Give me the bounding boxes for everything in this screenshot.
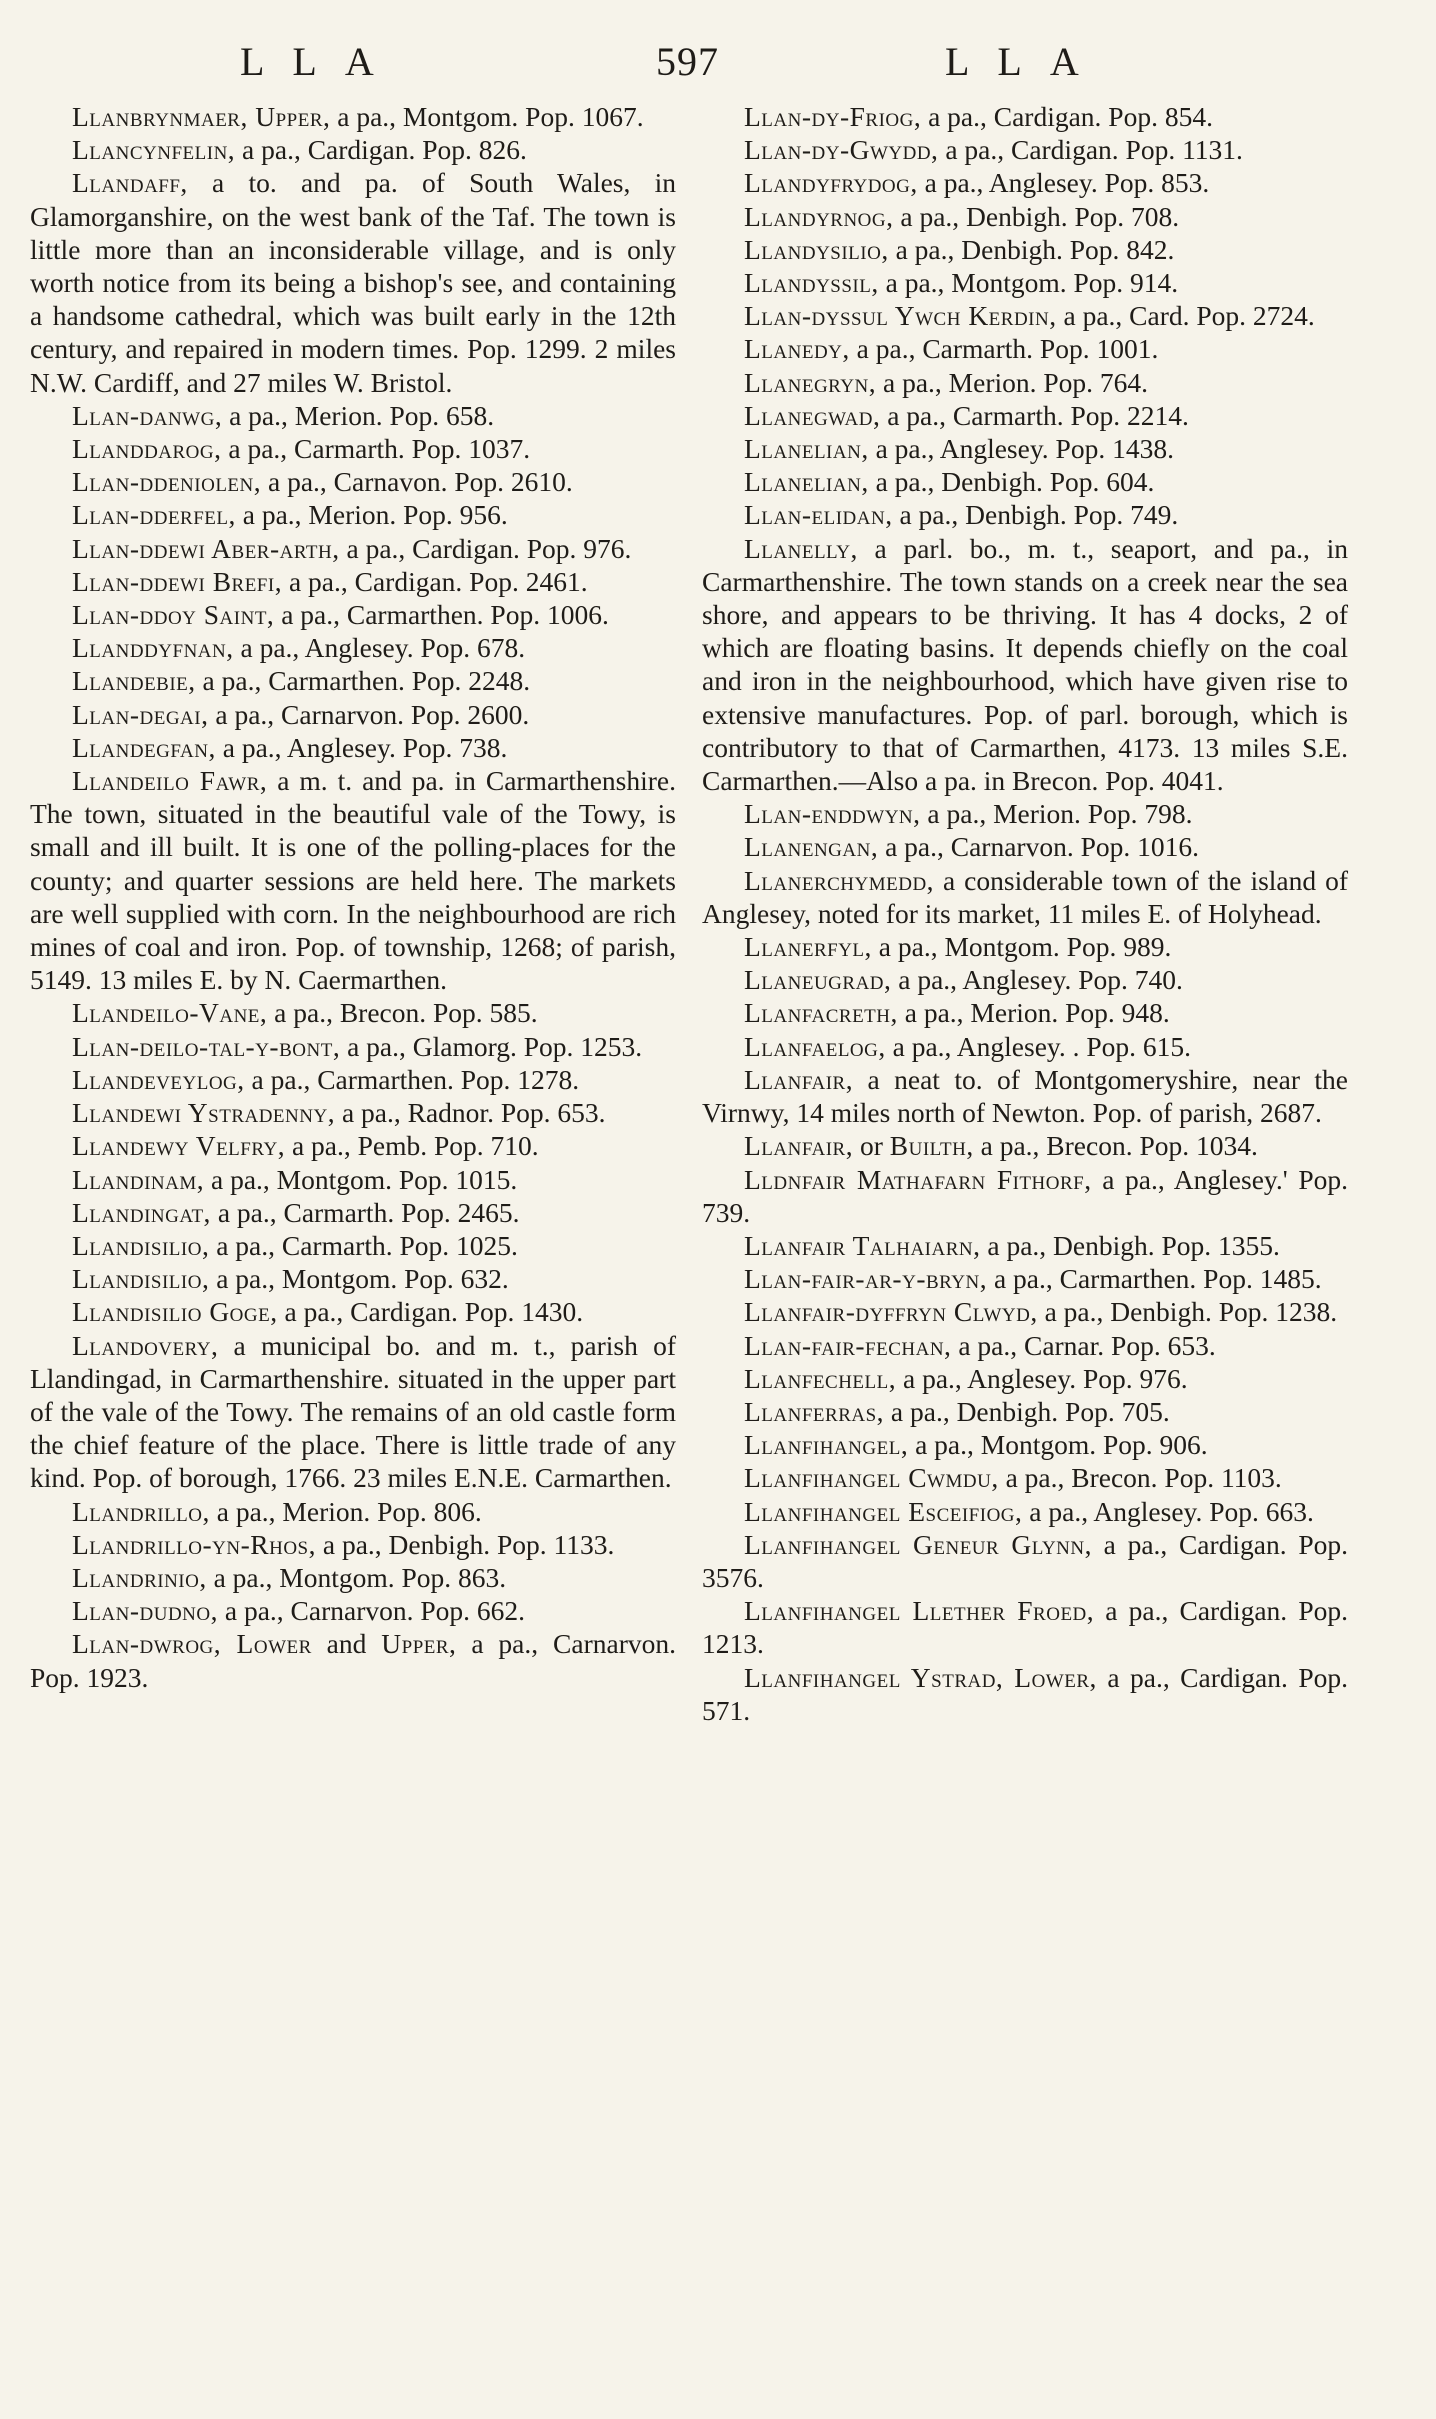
entry-text: a pa., Carnarvon. Pop. 1016. (878, 831, 1199, 863)
headword: Llanfihangel Geneur Glynn, (744, 1528, 1092, 1560)
gazetteer-entry (30, 731, 676, 764)
gazetteer-entry (702, 366, 1348, 399)
entry-text: a pa., Anglesey. Pop. 853. (917, 167, 1210, 199)
gazetteer-entry (702, 100, 1348, 133)
entry-text: a pa., Carmarthen. Pop. 1485. (987, 1263, 1322, 1295)
entry-text: a pa., Merion. Pop. 806. (209, 1495, 482, 1527)
gazetteer-entry (702, 1163, 1348, 1229)
headword: Llandrillo-yn-Rhos, (72, 1528, 316, 1560)
gazetteer-entry (30, 664, 676, 697)
gazetteer-entry (702, 1594, 1348, 1660)
gazetteer-entry (702, 465, 1348, 498)
page-number: 597 (656, 39, 719, 84)
headword: Llanfaelog, (744, 1030, 886, 1062)
gazetteer-entry (30, 1495, 676, 1528)
entry-text: a pa., Anglesey. Pop. 976. (896, 1362, 1188, 1394)
headword: Llandyssil, (744, 267, 879, 299)
gazetteer-entry (702, 1495, 1348, 1528)
gazetteer-entry (30, 631, 676, 664)
entry-text: a pa., Radnor. Pop. 653. (335, 1097, 606, 1129)
entry-text: a pa., Cardigan. Pop. 1430. (277, 1296, 584, 1328)
gazetteer-entry (702, 1395, 1348, 1428)
headword: Llan-elidan, (744, 499, 893, 531)
gazetteer-entry (702, 266, 1348, 299)
headword: Llanfihangel Cwmdu, (744, 1462, 999, 1494)
gazetteer-entry (702, 532, 1348, 798)
entry-text: a pa., Brecon. Pop. 1034. (973, 1130, 1258, 1162)
headword: Llanengan, (744, 831, 879, 863)
gazetteer-entry (30, 432, 676, 465)
headword: Llan-ddoy Saint, (72, 599, 275, 631)
entry-text: a pa., Denbigh. Pop. 708. (893, 200, 1180, 232)
headword: Llandyfrydog, (744, 167, 918, 199)
entry-text: a considerable town of the island of Anglesey, noted for its market, 11 miles E. of Holyhead. (702, 864, 1348, 929)
entry-text: a pa., Cardigan. Pop. 854. (921, 101, 1213, 132)
gazetteer-entry (702, 233, 1348, 266)
gazetteer-entry (30, 698, 676, 731)
gazetteer-entry (702, 1063, 1348, 1129)
headword: Llanferras, (744, 1395, 885, 1427)
gazetteer-entry (702, 864, 1348, 930)
gazetteer-entry (30, 100, 676, 133)
headword: Llandewi Ystradenny, (72, 1097, 336, 1129)
entry-text: a pa., Denbigh. Pop. 705. (884, 1395, 1170, 1427)
gazetteer-entry (30, 1129, 676, 1162)
entry-text: a pa., Cardigan. Pop. 1131. (938, 134, 1243, 166)
entry-text: a pa., Montgom. Pop. 1015. (204, 1163, 518, 1195)
entry-text: or (853, 1130, 890, 1162)
entry-text: a pa., Carnarvon. Pop. 662. (218, 1595, 526, 1627)
headword: Llandewy Velfry, (72, 1130, 286, 1162)
gazetteer-entry (30, 465, 676, 498)
headword: Llandrinio, (72, 1561, 207, 1593)
entry-text: a pa., Cardigan. Pop. 571. (702, 1661, 1348, 1726)
headword: Llan-fair-fechan, (744, 1329, 952, 1361)
entry-text: a pa., Carmarthen. Pop. 2248. (195, 665, 531, 697)
entry-text: a pa., Denbigh. Pop. 749. (892, 499, 1179, 531)
headword: Llanfihangel Llether Froed, (744, 1595, 1095, 1627)
gazetteer-entry (30, 1196, 676, 1229)
gazetteer-entry (30, 166, 676, 398)
headword: Builth, (889, 1130, 974, 1162)
headword: Llan-ddewi Brefi, (72, 565, 283, 597)
entry-text: a pa., Carnarvon. Pop. 1923. (30, 1628, 676, 1693)
headword: Lldnfair Mathafarn Fithorf, (744, 1163, 1092, 1195)
headword: Llandisilio, (72, 1229, 210, 1261)
gazetteer-entry (702, 830, 1348, 863)
gazetteer-entry (702, 200, 1348, 233)
entry-text: a pa., Carmarth. Pop. 1025. (209, 1229, 518, 1261)
headword: Llanerfyl, (744, 931, 872, 963)
headword: Llanfechell, (744, 1362, 897, 1394)
gazetteer-entry (702, 1362, 1348, 1395)
headword: Llan-degai, (72, 698, 209, 730)
gazetteer-entry (30, 399, 676, 432)
entry-text: a pa., Montgom. Pop. 906. (908, 1429, 1208, 1461)
entry-text: a pa., Brecon. Pop. 585. (267, 997, 538, 1029)
entry-text: a pa., Denbigh. Pop. 1238. (1037, 1296, 1338, 1328)
gazetteer-entry (30, 598, 676, 631)
entry-text: a pa., Anglesey. Pop. 740. (891, 964, 1183, 996)
headword: Llandrillo, (72, 1495, 210, 1527)
headword: Llan-dudno, (72, 1595, 218, 1627)
gazetteer-entry (702, 1661, 1348, 1727)
entry-text: a pa., Carmarthen. Pop. 1006. (274, 599, 609, 631)
headword: Llan-fair-ar-y-bryn, (744, 1263, 988, 1295)
headword: Llanfair, (744, 1130, 854, 1162)
entry-text: a pa., Denbigh. Pop. 1133. (316, 1528, 615, 1560)
headword: Llanerchymedd, (744, 864, 935, 896)
headword: Llan-ddeniolen, (72, 466, 262, 498)
headword: Llanelly, (744, 532, 858, 564)
headword: Llanelian, (744, 466, 869, 498)
headword: Llanegwad, (744, 399, 881, 431)
gazetteer-entry (30, 764, 676, 996)
entry-text: a pa., Merion. Pop. 764. (876, 366, 1149, 398)
gazetteer-entry (30, 1329, 676, 1495)
headword: Llandovery, (72, 1329, 219, 1361)
entry-text: a pa., Carmarth. Pop. 2214. (880, 399, 1189, 431)
gazetteer-entry (702, 963, 1348, 996)
gazetteer-entry (702, 1229, 1348, 1262)
entry-text: a pa., Brecon. Pop. 1103. (998, 1462, 1282, 1494)
headword: Llandeilo Fawr, (72, 765, 268, 797)
gazetteer-entry (702, 1262, 1348, 1295)
gazetteer-entry (702, 399, 1348, 432)
gazetteer-entry (702, 299, 1348, 332)
entry-text: a pa., Anglesey. Pop. 738. (215, 731, 508, 763)
gazetteer-entry (702, 1428, 1348, 1461)
gazetteer-entry (30, 1163, 676, 1196)
gazetteer-entry (702, 996, 1348, 1029)
entry-text: a pa., Cardigan. Pop. 2461. (282, 565, 588, 597)
entry-text: a pa., Merion. Pop. 956. (235, 499, 508, 531)
gazetteer-entry (30, 1096, 676, 1129)
gazetteer-entry (30, 1594, 676, 1627)
gazetteer-entry (702, 498, 1348, 531)
entry-text: a pa., Carmarthen. Pop. 1278. (244, 1063, 580, 1095)
gazetteer-entry (702, 166, 1348, 199)
entry-text: a pa., Anglesey. Pop. 1438. (868, 433, 1174, 465)
headword: Llaneugrad, (744, 964, 892, 996)
entry-text: a pa., Anglesey. Pop. 678. (233, 632, 526, 664)
gazetteer-entry (30, 565, 676, 598)
gazetteer-entry (702, 1295, 1348, 1328)
headword: Llanelian, (744, 433, 869, 465)
entry-text: a pa., Carnarvon. Pop. 2600. (208, 698, 530, 730)
headword: Llandebie, (72, 665, 196, 697)
headword: Llan-dy-Gwydd, (744, 134, 939, 166)
gazetteer-entry (30, 1528, 676, 1561)
headword: Llancynfelin, (72, 134, 236, 166)
gazetteer-entry (702, 1461, 1348, 1494)
entry-text: a pa., Cardigan. Pop. 1213. (702, 1595, 1348, 1660)
entry-text: a pa., Carmarth. Pop. 2465. (210, 1196, 520, 1228)
entry-text: a pa., Carnavon. Pop. 2610. (261, 466, 573, 498)
entry-text: a pa., Denbigh. Pop. 842. (888, 233, 1175, 265)
headword: Llandaff, (72, 167, 188, 199)
headword: Llan-danwg, (72, 399, 223, 431)
left-column (30, 100, 676, 1694)
headword: Llanddarog, (72, 433, 222, 465)
headword: Llandisilio, (72, 1263, 210, 1295)
entry-text: a pa., Carmarth. Pop. 1037. (221, 433, 531, 465)
entry-text: a pa., Denbigh. Pop. 604. (868, 466, 1155, 498)
entry-text: a pa., Card. Pop. 2724. (1056, 300, 1315, 332)
gazetteer-entry (30, 996, 676, 1029)
headword: Llandisilio Goge, (72, 1296, 278, 1328)
gazetteer-entry (702, 1030, 1348, 1063)
headword: Llan-dyssul Ywch Kerdin, (744, 300, 1057, 332)
headword: Llandinam, (72, 1163, 205, 1195)
headword: Llanbrynmaer, Upper, (72, 101, 331, 132)
gazetteer-entry (30, 1030, 676, 1063)
entry-text: a pa., Anglesey.' Pop. 739. (702, 1163, 1348, 1228)
headword: Llan-enddwyn, (744, 798, 921, 830)
gazetteer-entry (30, 532, 676, 565)
headword: Llanegryn, (744, 366, 877, 398)
headword: Llanfacreth, (744, 997, 898, 1029)
headword: Llandegfan, (72, 731, 216, 763)
running-head-left: LLA (240, 39, 402, 84)
gazetteer-entry (702, 1329, 1348, 1362)
headword: Llandysilio, (744, 233, 889, 265)
gazetteer-entry (30, 1561, 676, 1594)
entry-text: a pa., Merion. Pop. 658. (222, 399, 495, 431)
headword: Llan-dy-Friog, (744, 101, 922, 132)
entry-text: a pa., Denbigh. Pop. 1355. (980, 1229, 1280, 1261)
headword: Llandingat, (72, 1196, 211, 1228)
headword: Llandeilo-Vane, (72, 997, 268, 1029)
gazetteer-entry (702, 432, 1348, 465)
gazetteer-entry (702, 332, 1348, 365)
entry-text: a pa., Merion. Pop. 798. (920, 798, 1193, 830)
running-head-right: LLA (945, 39, 1107, 84)
gazetteer-entry (30, 133, 676, 166)
entry-text: a pa., Glamorg. Pop. 1253. (340, 1030, 643, 1062)
headword: Upper, (381, 1628, 457, 1660)
entry-text: a pa., Cardigan. Pop. 3576. (702, 1528, 1348, 1593)
gazetteer-entry (30, 1295, 676, 1328)
headword: Llanfihangel Ystrad, Lower, (744, 1661, 1097, 1693)
entry-text: a pa., Merion. Pop. 948. (897, 997, 1170, 1029)
entry-text: a municipal bo. and m. t., parish of Llandingad, in Carmarthenshire. situated in the upper part of the vale of the Towy. The remains of an old castle form the chief feature of the place. There is little trade of any kind. Pop. of borough, 1766. 23 miles E.N.E. Carmarthen. (30, 1329, 676, 1494)
gazetteer-entry (30, 1262, 676, 1295)
headword: Llan-deilo-tal-y-bont, (72, 1030, 341, 1062)
gazetteer-entry (702, 930, 1348, 963)
headword: Llanddyfnan, (72, 632, 234, 664)
entry-text: a m. t. and pa. in Carmarthenshire. The town, situated in the beautiful vale of the Towy, is small and ill built. It is one of the polling-places for the county; and quarter sessions are held here. The markets are well supplied with corn. In the neighbourhood are rich mines of coal and iron. Pop. of township, 1268; of parish, 5149. 13 miles E. by N. Caermarthen. (30, 765, 676, 996)
entry-text: a neat to. of Montgomeryshire, near the Virnwy, 14 miles north of Newton. Pop. of parish, 2687. (702, 1063, 1348, 1129)
entry-text: a pa., Pemb. Pop. 710. (285, 1130, 539, 1162)
entry-text: a pa., Montgom. Pop. 989. (871, 931, 1172, 963)
headword: Llandyrnog, (744, 200, 894, 232)
headword: Llanfair Talhaiarn, (744, 1229, 981, 1261)
entry-text: a pa., Cardigan. Pop. 826. (235, 134, 527, 166)
entry-text: a pa., Montgom. Pop. 863. (206, 1561, 507, 1593)
entry-text: a pa., Anglesey. . Pop. 615. (885, 1030, 1192, 1062)
headword: Llanfair, (744, 1063, 854, 1095)
gazetteer-entry (702, 1528, 1348, 1594)
gazetteer-entry (30, 1229, 676, 1262)
headword: Llanfair-dyffryn Clwyd, (744, 1296, 1038, 1328)
entry-text: a pa., Carmarth. Pop. 1001. (849, 333, 1159, 365)
gazetteer-entry (702, 1129, 1348, 1162)
gazetteer-entry (702, 797, 1348, 830)
headword: Llandeveylog, (72, 1063, 245, 1095)
entry-text: a pa., Montgom. Pop. 1067. (330, 101, 644, 132)
entry-text: a pa., Montgom. Pop. 632. (209, 1263, 509, 1295)
gazetteer-entry (702, 133, 1348, 166)
entry-text: a to. and pa. of South Wales, in Glamorganshire, on the west bank of the Taf. The town is little more than an inconsiderable village, and is only worth notice from its being a bishop's see, and containing a handsome cathedral, which was built early in the 12th century, and repaired in modern times. Pop. 1299. 2 miles N.W. Cardiff, and 27 miles W. Bristol. (30, 167, 676, 398)
headword: Llanfihangel, (744, 1429, 909, 1461)
right-column (702, 100, 1348, 1727)
entry-text: a parl. bo., m. t., seaport, and pa., in Carmarthenshire. The town stands on a creek near the sea shore, and appears to be thriving. It has 4 docks, 2 of which are floating basins. It depends chiefly on the coal and iron in the neighbourhood, which have given rise to extensive manufactures. Pop. of parl. borough, which is contributory to that of Carmarthen, 4173. 13 miles S.E. Carmarthen.—Also a pa. in Brecon. Pop. 4041. (702, 532, 1348, 797)
headword: Llan-dderfel, (72, 499, 236, 531)
headword: Llan-ddewi Aber-arth, (72, 532, 340, 564)
entry-text: and (311, 1628, 382, 1660)
headword: Llanfihangel Esceifiog, (744, 1495, 1023, 1527)
gazetteer-entry (30, 498, 676, 531)
entry-text: a pa., Cardigan. Pop. 976. (339, 532, 632, 564)
headword: Llanedy, (744, 333, 850, 365)
entry-text: a pa., Montgom. Pop. 914. (878, 267, 1179, 299)
entry-text: a pa., Carnar. Pop. 653. (951, 1329, 1216, 1361)
headword: Llan-dwrog, Lower (72, 1628, 312, 1660)
gazetteer-entry (30, 1063, 676, 1096)
gazetteer-entry (30, 1627, 676, 1693)
entry-text: a pa., Anglesey. Pop. 663. (1022, 1495, 1314, 1527)
